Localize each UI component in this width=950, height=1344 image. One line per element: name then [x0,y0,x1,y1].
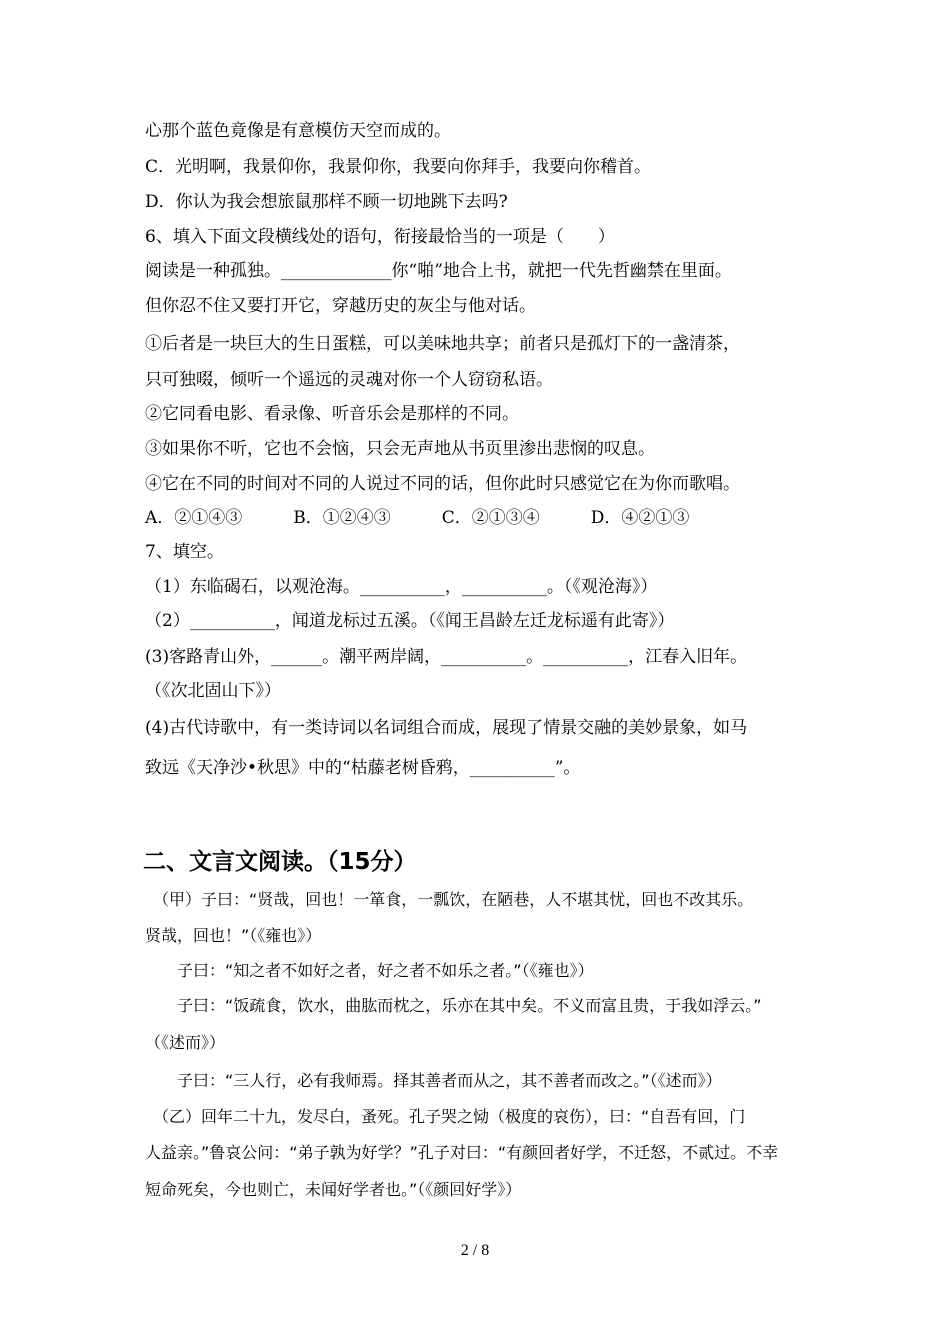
option-c: C．光明啊，我景仰你，我景仰你，我要向你拜手，我要向你稽首。 [145,157,652,177]
text-line: 贤哉，回也！”（《雍也》） [145,926,322,945]
text-line: 子曰：“知之者不如好之者，好之者不如乐之者。”（《雍也》） [145,961,594,980]
fill-blank-2: （2）__________，闻道龙标过五溪。（《闻王昌龄左迁龙标遥有此寄》） [145,611,675,631]
text-line: 人益亲。”鲁哀公问：“弟子孰为好学？”孔子对曰：“有颜回者好学，不迁怒，不贰过。不幸 [145,1143,779,1162]
text-line: 子曰：“饭疏食，饮水，曲肱而枕之，乐亦在其中矣。不义而富且贵，于我如浮云。” [145,996,762,1015]
text-line: ①后者是一块巨大的生日蛋糕，可以美味地共享；前者只是孤灯下的一盏清茶， [145,334,740,354]
text-line: 只可独啜，倾听一个遥远的灵魂对你一个人窃窃私语。 [145,370,553,390]
question-7: 7、填空。 [145,542,224,562]
fill-blank-3: (3)客路青山外，______。潮平两岸阔，__________。__________，江春入旧年。 [145,647,748,667]
text-line: 子曰：“三人行，必有我师焉。择其善者而从之，其不善者而改之。”（《述而》） [145,1071,722,1090]
text-line: （乙）回年二十九，发尽白，蚤死。孔子哭之恸（极度的哀伤），曰：“自吾有回，门 [145,1107,746,1126]
text-line: 致远《天净沙•秋思》中的“枯藤老树昏鸦，__________”。 [145,758,581,778]
text-line: （《次北固山下》） [145,681,281,701]
text-line: 心那个蓝色竟像是有意模仿天空而成的。 [145,121,451,141]
question-6: 6、填入下面文段横线处的语句，衔接最恰当的一项是（ ） [145,227,615,247]
text-line: ③如果你不听，它也不会恼，只会无声地从书页里渗出悲悯的叹息。 [145,439,655,459]
page-number: 2 / 8 [460,1242,490,1259]
text-line: ④它在不同的时间对不同的人说过不同的话，但你此时只感觉它在为你而歌唱。 [145,474,740,494]
text-line: （《述而》） [145,1033,226,1052]
fill-blank-4: (4)古代诗歌中，有一类诗词以名词组合而成，展现了情景交融的美妙景象，如马 [145,718,748,738]
section-heading: 二、文言文阅读。（15分） [143,849,417,875]
text-line: 阅读是一种孤独。_____________你“啪”地合上书，就把一代先哲幽禁在里面。 [145,261,732,281]
option-d: D．你认为我会想旅鼠那样不顾一切地跳下去吗? [145,192,508,212]
text-line: 短命死矣，今也则亡，未闻好学者也。”（《颜回好学》） [145,1180,522,1199]
text-line: 但你忍不住又要打开它，穿越历史的灰尘与他对话。 [145,296,536,316]
text-line: （甲）子曰：“贤哉，回也！一箪食，一瓢饮，在陋巷，人不堪其忧，回也不改其乐。 [145,890,754,909]
answer-options: A．②①④③ B．①②④③ C．②①③④ D．④②①③ [145,508,690,528]
text-line: ②它同看电影、看录像、听音乐会是那样的不同。 [145,404,519,424]
fill-blank-1: （1）东临碣石，以观沧海。__________，__________。（《观沧海》） [145,577,658,597]
